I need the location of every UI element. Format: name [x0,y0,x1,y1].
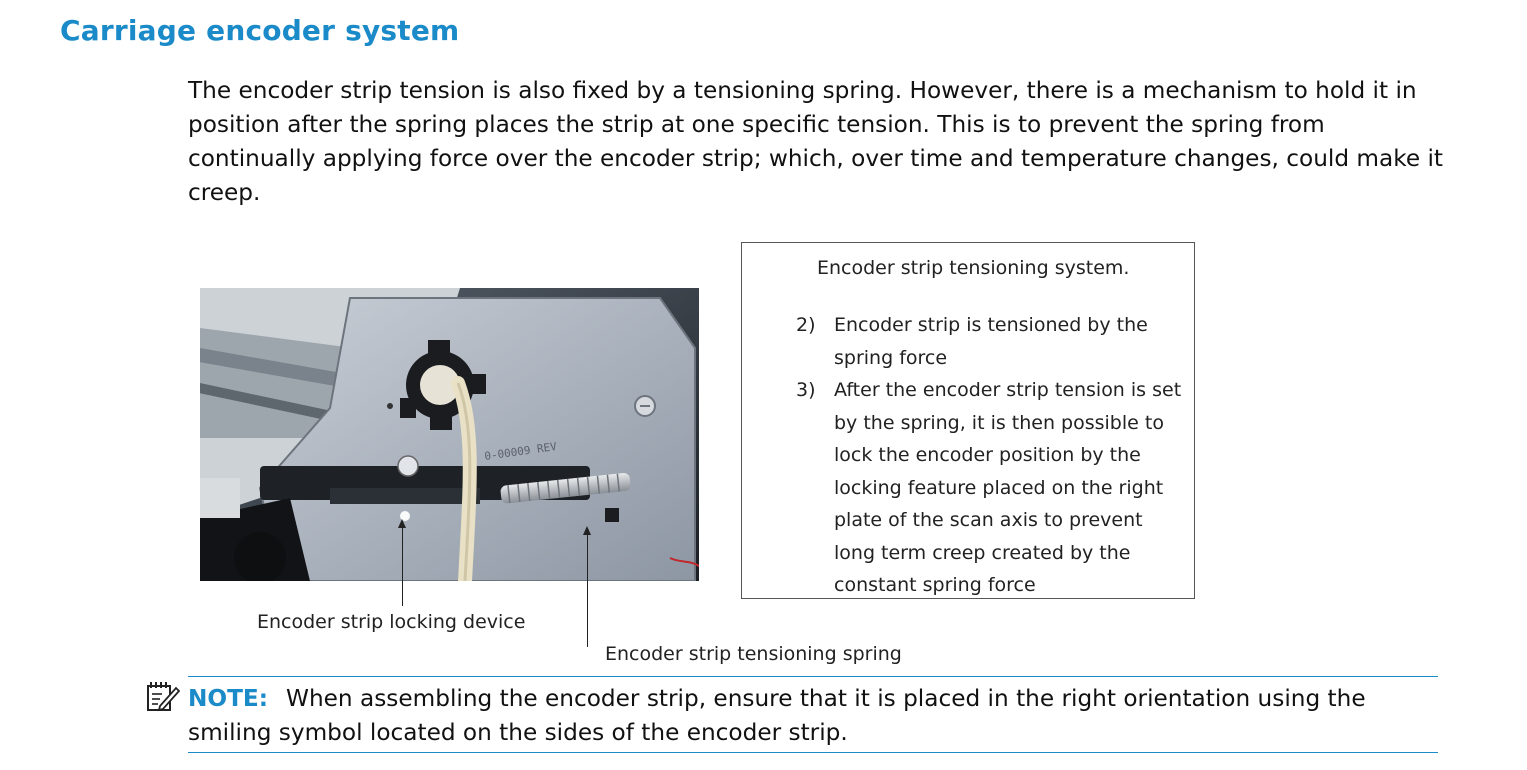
locking-device-arrowhead [398,519,406,528]
note-label: NOTE: [188,685,269,712]
note-bottom-rule [188,752,1438,753]
list-item-text: Encoder strip is tensioned by the spring force [834,314,1148,369]
note-top-rule [188,676,1438,677]
list-item-text: After the encoder strip tension is set by the spring, it is then possible to lock the encoder position by the locking feature placed on the right plate of the scan axis to prevent long term creep created by the constant spring force [834,379,1182,596]
note-text: When assembling the encoder strip, ensure that it is placed in the right orientation using the smiling symbol located on the sides of the encoder strip. [188,685,1366,746]
encoder-photo [200,288,699,581]
tensioning-spring-arrowhead [583,526,591,535]
note-pencil-icon [146,680,180,717]
tensioning-spring-leader [587,530,588,647]
locking-device-leader [402,523,403,606]
list-item-number: 2) [796,314,816,336]
callout-list [796,309,1186,602]
note-paragraph [188,682,1433,750]
page-title: Carriage encoder system [60,14,460,47]
caption-tensioning-spring: Encoder strip tensioning spring [605,643,902,665]
callout-box [741,242,1195,599]
list-item [796,309,1186,374]
intro-paragraph: The encoder strip tension is also fixed by a tensioning spring. However, there is a mechanism to hold it in position after the spring places the strip at one specific tension. This is to prevent the spring from continually applying force over the encoder strip; which, over time and temperature changes, could make it creep. [188,77,1443,206]
caption-locking-device: Encoder strip locking device [257,611,526,633]
callout-title: Encoder strip tensioning system. [817,257,1130,279]
photo-part-marking: 0-00009 REV [483,439,558,463]
list-item-number: 3) [796,379,816,401]
list-item [796,374,1186,602]
